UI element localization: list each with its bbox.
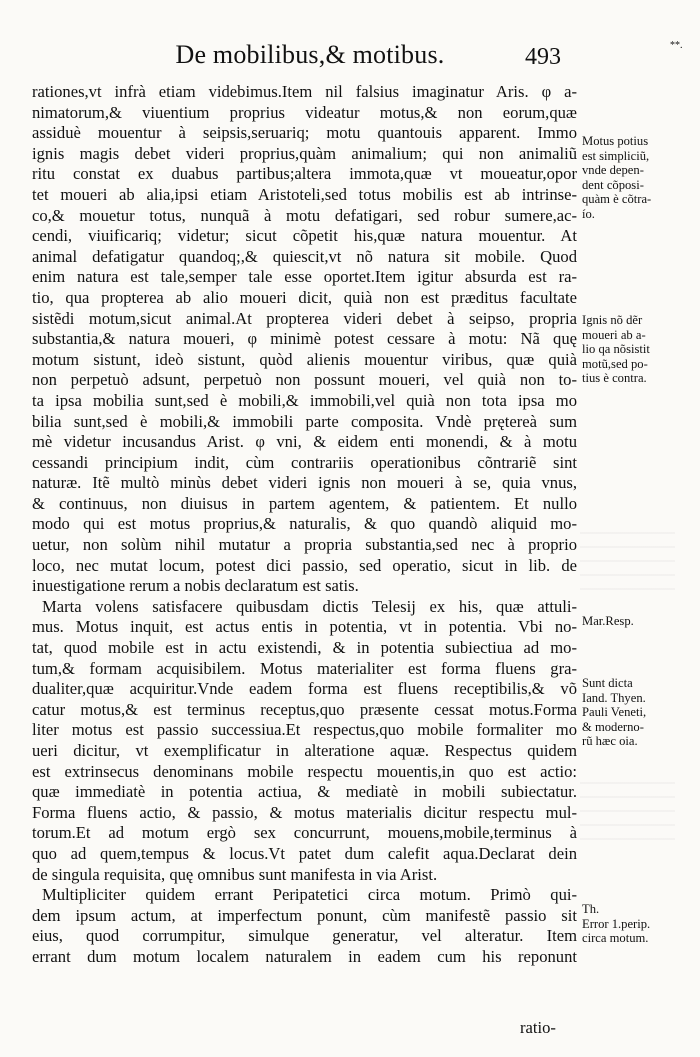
- text-line: eius, quod corrumpitur, simulque generatur, vel alteratur. Item: [32, 926, 577, 946]
- margin-note-line: tius è contra.: [582, 371, 647, 386]
- text-line: sistẽdi motum,sicut animal.At propterea videri debet à seipso, propria: [32, 308, 577, 328]
- margin-note-line: Ignis nõ dẽr: [582, 313, 643, 327]
- margin-note-line: Motus potius: [582, 134, 649, 148]
- margin-note-line: Mar.Resp.: [582, 614, 634, 628]
- margin-note-sunt-dicta: [582, 676, 692, 749]
- text-line: torum.Et ad motum ergò sex concurrunt, mouens,mobile,terminus à: [32, 823, 577, 843]
- text-line: dem ipsum actum, at imperfectum ponunt, cùm manifestẽ passio sit: [32, 905, 577, 925]
- text-line: co,& mouetur totus, nunquã à motu defatigari, sed robur sumere,ac-: [32, 205, 577, 225]
- margin-note-line: quàm è cõtra-: [582, 192, 652, 207]
- text-line: tio, qua propterea ab alio moueri dicit, quià non est præditus facultate: [32, 287, 577, 307]
- catchword: ratio-: [520, 1018, 556, 1037]
- show-through-marks: [580, 520, 675, 590]
- margin-note-line: Sunt dicta: [582, 676, 633, 690]
- text-line: mus. Motus inquit, est actus entis in potentia, vt in potentia. Vbi no-: [32, 617, 577, 637]
- text-line: cessandi principium indit, cùm contrariis operationibus cõntrariẽ sint: [32, 452, 577, 472]
- margin-note-line: motũ,sed po-: [582, 356, 648, 371]
- text-line: assiduè mouentur à seipsis,seruariq; motu quantouis apparent. Immo: [32, 123, 577, 143]
- text-line: est extrinsecus denominans mobile respectu mouentis,in quo est actio:: [32, 761, 577, 781]
- text-line: errant dum motum localem naturalem in eadem cum his reponunt: [32, 946, 577, 966]
- margin-note-line: Th.: [582, 902, 600, 916]
- margin-note-line: dent cõposi-: [582, 177, 644, 192]
- text-line: modo qui est motus proprius,& naturalis, & quo quandò aliquid mo-: [32, 514, 577, 534]
- text-line: loco, nec mutat locum, potest dici passio, sed operatio, sicut in lib. de: [32, 555, 577, 575]
- text-line: tet moueri ab alia,ipsi etiam Aristoteli,sed totus mobilis est ab intrinse-: [32, 184, 577, 204]
- text-line: mè videtur incusandus Arist. φ vni, & eidem enti monendi, & à motu: [32, 432, 577, 452]
- main-text-block: [32, 82, 577, 968]
- text-line: bilia sunt,sed è mobili,& immobili parte composita. Vndè prętereà sum: [32, 411, 577, 431]
- text-line: rationes,vt infrà etiam videbimus.Item nil falsius imaginatur Aris. φ a-: [32, 82, 577, 101]
- text-line: substantia,& natura moueri, φ minimè potest cessare à motu: Nã quę: [32, 329, 577, 349]
- text-line: uetur, non solùm nihil mutatur a propria substantia,sed nec à proprio: [32, 535, 577, 555]
- text-line: dualiter,quæ acquiritur.Vnde eadem forma est fluens receptibilis,& võ: [32, 679, 577, 699]
- margin-note-line: ío.: [582, 206, 595, 221]
- text-line: ueri dicitur, vt exemplificatur in alteratione aquæ. Respectus quidem: [32, 741, 577, 760]
- margin-note-line: moueri ab a-: [582, 327, 646, 342]
- text-line: inuestigatione rerum a nobis declaratum est satis.: [32, 576, 359, 596]
- text-line: tum,& formam acquisibilem. Motus materialiter est forma fluens gra-: [32, 658, 577, 678]
- running-title: De mobilibus,& motibus.: [175, 40, 445, 69]
- margin-note-line: & moderno-: [582, 719, 644, 734]
- text-line: cendi, viuificariq; videtur; sicut cõpetit his,quæ natura mouentur. At: [32, 226, 577, 246]
- text-line: liter motus est passio successiua.Et respectus,quo mobile formaliter mo: [32, 720, 577, 740]
- margin-note-line: circa motum.: [582, 931, 649, 946]
- margin-note-error-perip: [582, 902, 692, 946]
- corner-mark: **.: [670, 40, 683, 51]
- text-line: Forma fluens actio, & passio, & motus materialis dicitur respectu mul-: [32, 802, 577, 822]
- text-line: nimatorum,& viuentium proprius videatur motus,& non eorum,quæ: [32, 102, 577, 122]
- margin-note-line: Error 1.perip.: [582, 916, 651, 931]
- margin-note-line: rũ hæc oia.: [582, 734, 638, 749]
- margin-note-line: est simpliciũ,: [582, 148, 650, 163]
- text-line: quæ immediatè in potentia actiua, & mediatè in mobili subiectatur.: [32, 782, 577, 802]
- page-number: 493: [525, 44, 561, 70]
- margin-note-line: lio qa nõsistit: [582, 342, 650, 357]
- margin-note-motus-potius: [582, 134, 692, 222]
- margin-note-line: vnde depen-: [582, 163, 644, 178]
- text-line: Multipliciter quidem errant Peripatetici circa motum. Primò qui-: [42, 885, 577, 905]
- text-line: de singula requisita, quę omnibus sunt manifesta in via Arist.: [32, 864, 438, 884]
- text-line: & continuus, non diuisus in partem agentem, & patientem. Et nullo: [32, 493, 577, 513]
- text-line: ta ipsa mobilia sunt,sed è mobili,& immobili,vel quià non tota ipsa mo: [32, 390, 577, 410]
- text-line: enim natura est tale,semper tale esse oportet.Item igitur absurda est ra-: [32, 267, 577, 287]
- margin-note-ignis: [582, 313, 692, 386]
- margin-note-line: Pauli Veneti,: [582, 705, 647, 720]
- margin-note-mar-resp: [582, 614, 692, 629]
- text-line: ignis magis debet videri proprius,quàm animalium; qui non animaliũ: [32, 143, 577, 163]
- text-line: non perpetuò adsunt, perpetuò non possunt moueri, vel quià non to-: [32, 370, 577, 390]
- text-line: catur motus,& est terminus receptus,quo præsente cessat motus.Forma: [32, 699, 577, 719]
- text-line: naturæ. Itẽ multò minùs debet videri ignis non moueri à se, quia vnus,: [32, 473, 577, 493]
- text-line: motum sistunt, ideò sistunt, quòd alienis mouentur viribus, quæ quià: [32, 349, 577, 369]
- text-line: ritu constat ex duabus partibus;altera immota,quæ vt moueatur,opor: [32, 164, 577, 184]
- text-line: tat, quod mobile est in actu existendi, & in potentia subiectiua ad mo-: [32, 638, 577, 658]
- margin-note-line: Iand. Thyen.: [582, 690, 646, 705]
- text-line: Marta volens satisfacere quibusdam dictis Telesij ex his, quæ attuli-: [42, 596, 577, 616]
- text-line: animal defatigatur quandoq;,& quiescit,vt nõ natura sit mobile. Quod: [32, 246, 577, 266]
- text-line: quo ad quem,tempus & locus.Vt patet dum calefit aqua.Declarat dein: [32, 843, 577, 863]
- show-through-marks: [580, 770, 675, 840]
